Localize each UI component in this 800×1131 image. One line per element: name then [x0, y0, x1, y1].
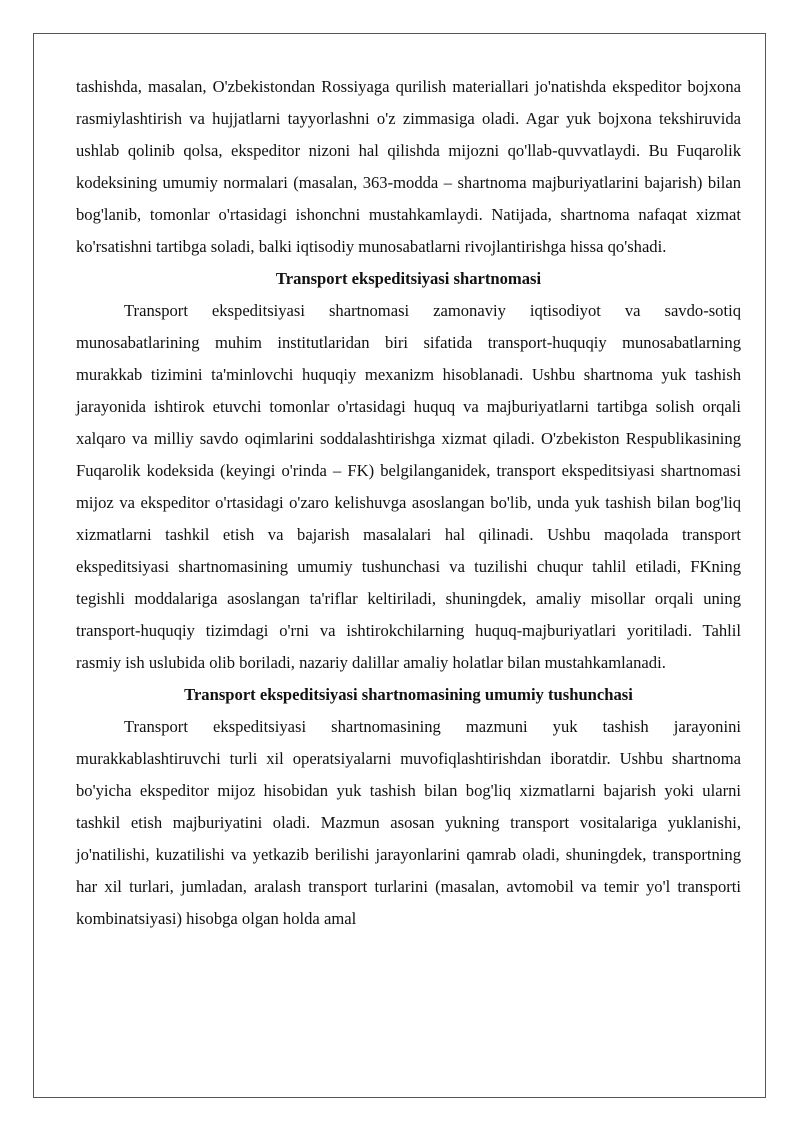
section2-paragraph: Transport ekspeditsiyasi shartnomasining mazmuni yuk tashish jarayonini murakkablashtiruvchi turli xil operatsiyalarni muvofiqlashtirishdan iboratdir. Ushbu shartnoma bo'yicha ekspeditor mijoz hisobidan yuk tashish bilan bog'liq xizmatlarni bajarish yoki ularni tashkil etish majburiyatini oladi. Mazmun asosan yukning transport vositalariga yuklanishi, jo'natilishi, kuzatilishi va yetkazib berilishi jarayonlarini qamrab oladi, shuningdek, transportning har xil turlari, jumladan, aralash transport turlarini (masalan, avtomobil va temir yo'l transporti kombinatsiyasi) hisobga olgan holda amal: [76, 717, 741, 928]
intro-paragraph: tashishda, masalan, O'zbekistondan Rossiyaga qurilish materiallari jo'natishda ekspeditor bojxona rasmiylashtirish va hujjatlarni tayyorlashni o'z zimmasiga oladi. Agar yuk bojxona tekshiruvida ushlab qolinib qolsa, ekspeditor nizoni hal qilishda mijozni qo'llab-quvvatlaydi. Bu Fuqarolik kodeksining umumiy normalari (masalan, 363-modda – shartnoma majburiyatlarini bajarish) bilan bog'lanib, tomonlar o'rtasidagi ishonchni mustahkamlaydi. Natijada, shartnoma nafaqat xizmat ko'rsatishni tartibga soladi, balki iqtisodiy munosabatlarni rivojlantirishga hissa qo'shadi.: [76, 77, 741, 256]
document-body: [76, 71, 741, 935]
section1-paragraph: Transport ekspeditsiyasi shartnomasi zamonaviy iqtisodiyot va savdo-sotiq munosabatlarining muhim institutlaridan biri sifatida transport-huquqiy munosabatlarning murakkab tizimini ta'minlovchi huquqiy mexanizm hisoblanadi. Ushbu shartnoma yuk tashish jarayonida ishtirok etuvchi tomonlar o'rtasidagi huquq va majburiyatlarni tartibga solish orqali xalqaro va milliy savdo oqimlarini soddalashtirishga xizmat qiladi. O'zbekiston Respublikasining Fuqarolik kodeksida (keyingi o'rinda – FK) belgilanganidek, transport ekspeditsiyasi shartnomasi mijoz va ekspeditor o'rtasidagi o'zaro kelishuvga asoslangan bo'lib, unda yuk tashish bilan bog'liq xizmatlarni tashkil etish va bajarish masalalari hal qilinadi. Ushbu maqolada transport ekspeditsiyasi shartnomasining umumiy tushunchasi va tuzilishi chuqur tahlil etiladi, FKning tegishli moddalariga asoslangan ta'riflar keltiriladi, shuningdek, amaliy misollar orqali uning transport-huquqiy tizimdagi o'rni va ishtirokchilarning huquq-majburiyatlari yoritiladi. Tahlil rasmiy ish uslubida olib boriladi, nazariy dalillar amaliy holatlar bilan mustahkamlanadi.: [76, 301, 741, 672]
section-heading-transport-expedition-contract: Transport ekspeditsiyasi shartnomasi: [275, 269, 542, 288]
section-heading-general-concept: Transport ekspeditsiyasi shartnomasining umumiy tushunchasi: [184, 685, 633, 704]
